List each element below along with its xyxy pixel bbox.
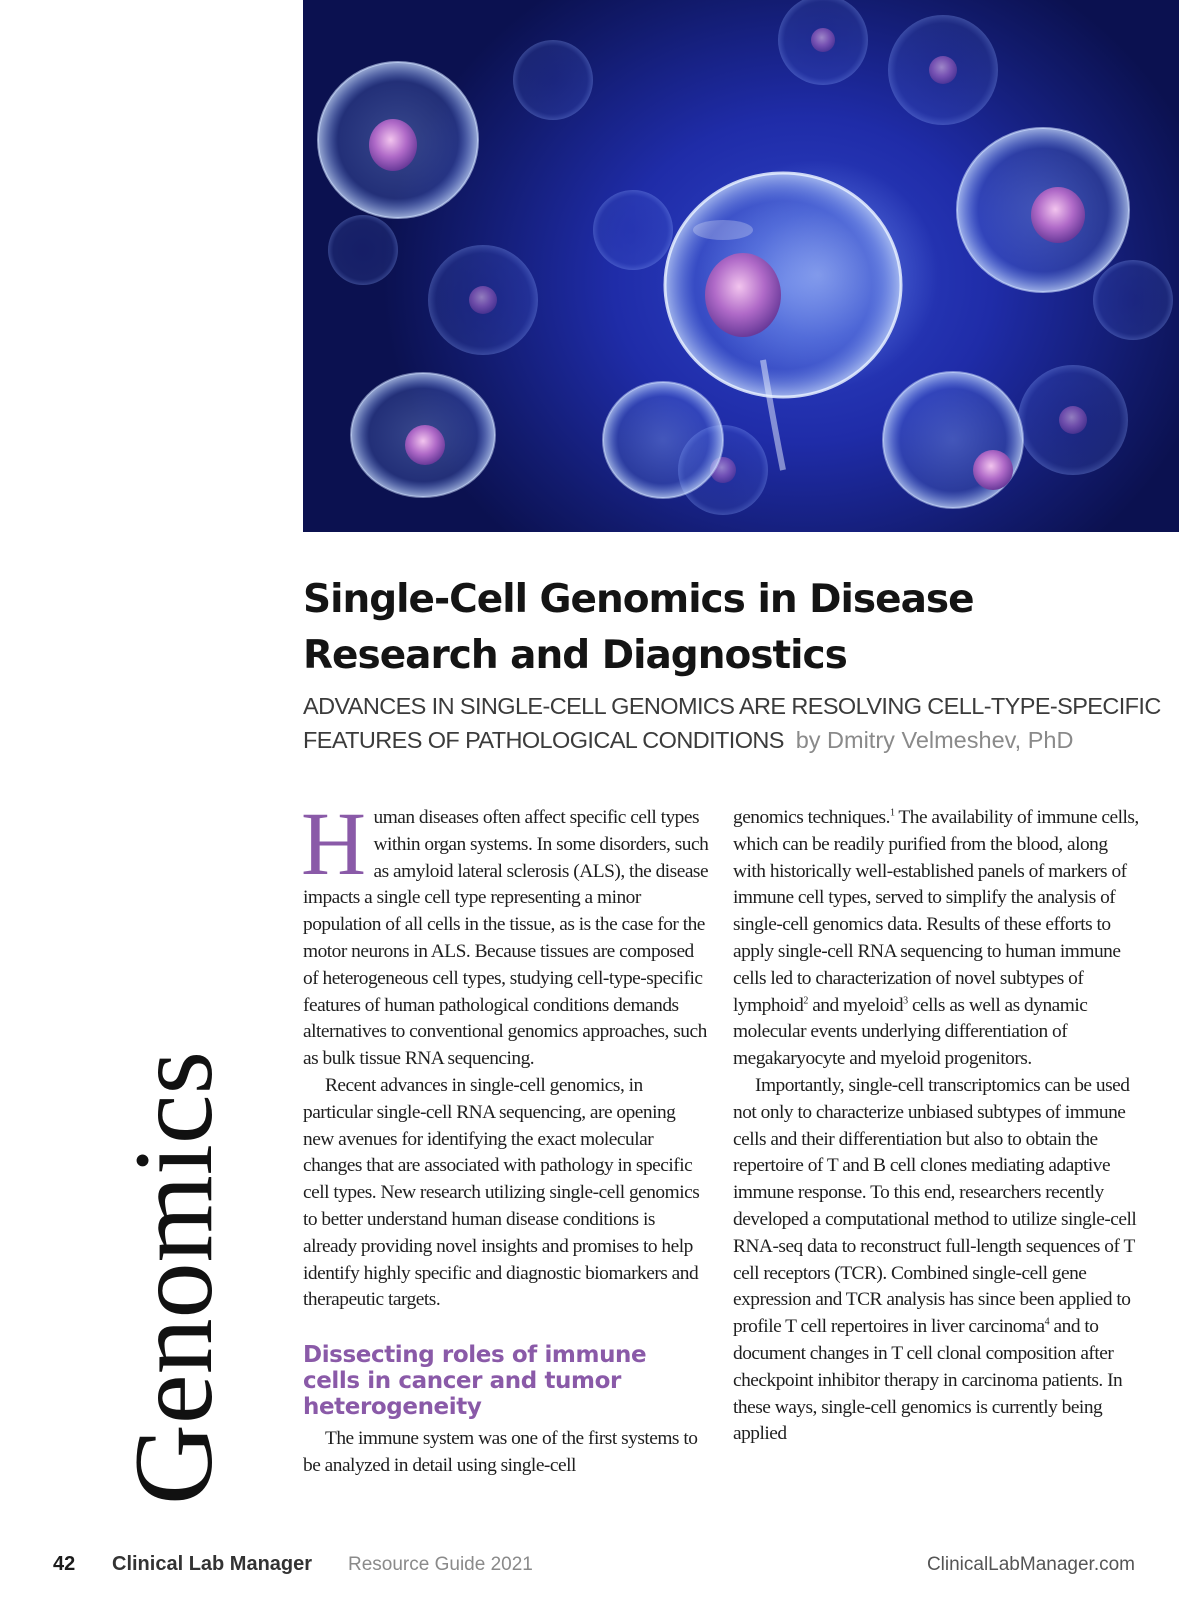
paragraph-text: uman diseases often affect specific cell types within organ systems. In some disorders, such as amyloid lateral sclerosis (ALS), the disease impacts a single cell type representing a minor population of all cells in the tissue, as is the case for the motor neurons in ALS. Because tissues are composed of heterogeneous cell types, studying cell-type-specific features of human pathological conditions demands alternatives to conventional genomics approaches, such as bulk tissue RNA sequencing. bbox=[303, 807, 709, 1070]
body-paragraph: The immune system was one of the first systems to be analyzed in detail using single-cell bbox=[303, 1428, 698, 1476]
paragraph-text: Importantly, single-cell transcriptomics can be used not only to characterize unbiased subtypes of immune cells and their differentiation but also to obtain the repertoire of T and B cell clones mediating adaptive immune response. To this end, researchers recently developed a computational method to utilize single-cell RNA-seq data to reconstruct full-length sequences of T cell receptors (TCR). Combined single-cell gene expression and TCR analysis has since been applied to profile T cell repertoires in liver carcinoma bbox=[733, 1074, 1137, 1338]
body-paragraph bbox=[733, 805, 1143, 1073]
paragraph-text: cells as well as dynamic molecular events underlying differentiation of megakaryocyte and myeloid progenitors. bbox=[733, 994, 1088, 1070]
cells-illustration bbox=[303, 0, 1179, 532]
page-footer bbox=[0, 1553, 1200, 1583]
paragraph-text: and myeloid bbox=[807, 994, 904, 1016]
edition-label: Resource Guide 2021 bbox=[348, 1554, 533, 1575]
footnote-ref: 1 bbox=[889, 807, 895, 819]
hero-image-cells bbox=[303, 0, 1179, 532]
footnote-ref: 3 bbox=[903, 995, 908, 1007]
body-paragraph bbox=[733, 1073, 1143, 1448]
footnote-ref: 4 bbox=[1044, 1316, 1050, 1328]
body-paragraph bbox=[301, 795, 709, 1073]
publication-name: Clinical Lab Manager bbox=[112, 1553, 313, 1575]
text-column-left bbox=[301, 795, 709, 1480]
paragraph-text: genomics techniques. bbox=[733, 807, 890, 828]
section-label: Genomics bbox=[112, 1050, 236, 1505]
website-link[interactable]: ClinicalLabManager.com bbox=[926, 1554, 1135, 1575]
section-subheading: Dissecting roles of immune cells in cancer and tumor heterogeneity bbox=[303, 1342, 647, 1421]
page-number: 42 bbox=[53, 1553, 76, 1575]
footnote-ref: 2 bbox=[803, 995, 808, 1007]
deck-text: ADVANCES IN SINGLE-CELL GENOMICS ARE RESOLVING CELL-TYPE-SPECIFIC FEATURES OF PATHOLOGICAL CONDITIONS bbox=[303, 693, 1161, 753]
article-deck bbox=[303, 689, 1183, 757]
paragraph-text: and to document changes in T cell clonal composition after checkpoint inhibitor therapy in carcinoma patients. In these ways, single-cell genomics is currently being applied bbox=[733, 1316, 1123, 1445]
article-title: Single-Cell Genomics in Disease Research and Diagnostics bbox=[303, 577, 974, 678]
text-column-right bbox=[733, 805, 1143, 1448]
author-byline: by Dmitry Velmeshev, PhD bbox=[795, 727, 1074, 753]
paragraph-text: The availability of immune cells, which can be readily purified from the blood, along with historically well-established panels of markers of immune cell types, served to simplify the analysis of single-cell genomics data. Results of these efforts to apply single-cell RNA sequencing to human immune cells led to characterization of novel subtypes of lymphoid bbox=[733, 807, 1139, 1016]
drop-cap: H bbox=[301, 795, 366, 894]
body-paragraph: Recent advances in single-cell genomics, in particular single-cell RNA sequencing, are opening new avenues for identifying the exact molecular changes that are associated with pathology in specific cell types. New research utilizing single-cell genomics to better understand human disease conditions is already providing novel insights and promises to help identify highly specific and diagnostic biomarkers and therapeutic targets. bbox=[303, 1074, 700, 1311]
